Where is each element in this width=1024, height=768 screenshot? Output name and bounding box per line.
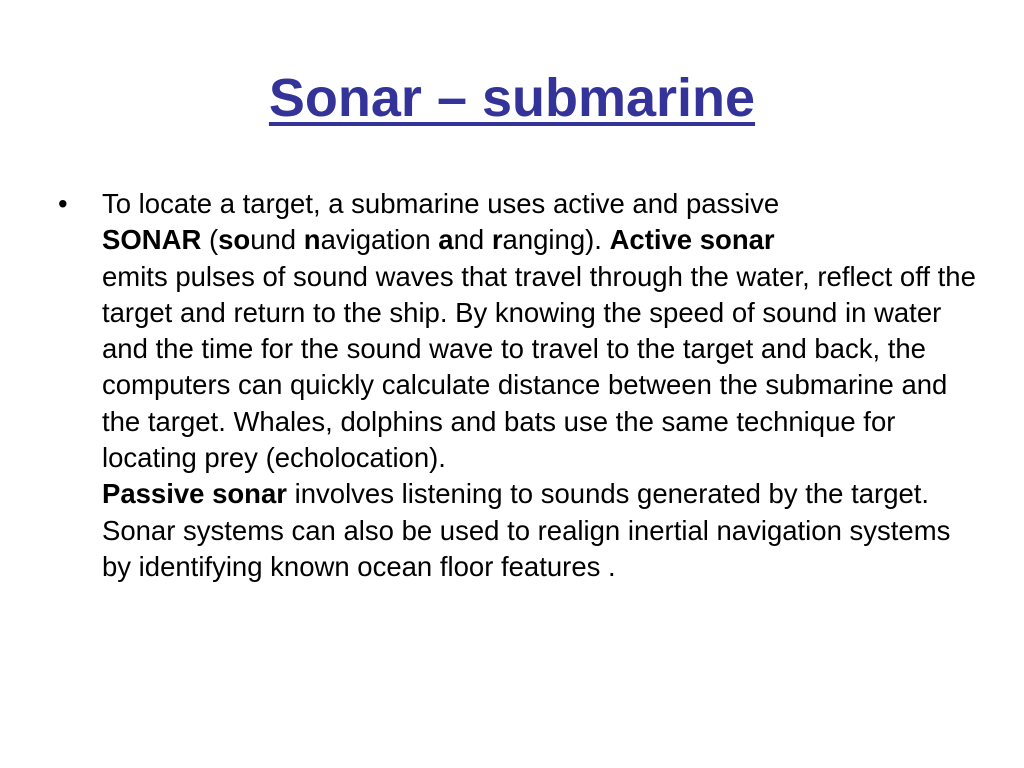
bullet-item (58, 186, 978, 585)
bullet-marker: • (58, 188, 68, 219)
slide-body (58, 186, 978, 585)
acronym-anging: anging). (502, 224, 610, 256)
passive-sonar-term: Passive sonar (102, 478, 287, 510)
passive-sonar-description: involves listening to sounds generated by the target. Sonar systems can also be used to realign inertial navigation systems by identifying known ocean floor features . (102, 478, 951, 582)
acronym-so: so (218, 224, 251, 256)
acronym-a: a (438, 224, 454, 256)
acronym-avigation: avigation (320, 224, 439, 256)
acronym-nd: nd (453, 224, 492, 256)
acronym-und: und (250, 224, 304, 256)
acronym-r: r (491, 224, 503, 256)
active-sonar-term: Active sonar (609, 224, 775, 256)
slide-title (0, 62, 1024, 134)
intro-text: To locate a target, a submarine uses active and passive (102, 188, 780, 219)
sonar-term: SONAR (102, 224, 202, 256)
acronym-n: n (303, 224, 321, 256)
active-sonar-description: emits pulses of sound waves that travel through the water, reflect off the target and return to the ship. By knowing the speed of sound in water and the time for the sound wave to travel to the target and back, the computers can quickly calculate distance between the submarine and the target. Whales, dolphins and bats use the same technique for locating prey (echolocation). (102, 260, 976, 474)
slide-title-text: Sonar – submarine (268, 68, 756, 128)
paren-open: ( (201, 224, 219, 256)
